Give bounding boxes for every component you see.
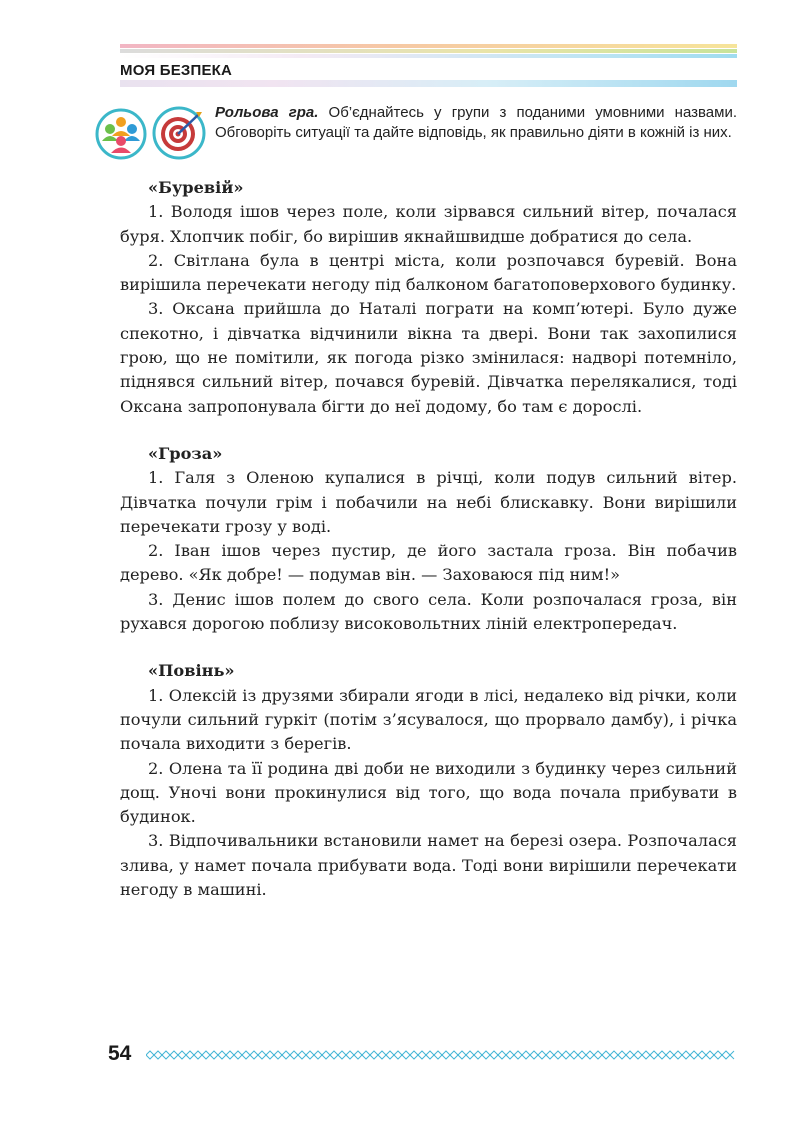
group-work-icon — [95, 108, 147, 160]
page-number: 54 — [108, 1042, 132, 1065]
section-title: МОЯ БЕЗПЕКА — [120, 62, 233, 79]
task-text: Об’єднайтесь у групи з поданими умовними назвами. Обговоріть ситуації та дайте відповідь, як правильно діяти в кожній із них. — [215, 104, 738, 141]
footer-zigzag-divider — [146, 1049, 737, 1061]
scenario-flood — [120, 659, 737, 902]
scenario-item: 2. Світлана була в центрі міста, коли розпочався буревій. Вона вирішила перечекати негоду під балконом багатоповерхового будинку. — [120, 250, 737, 295]
scenario-item: 1. Галя з Оленою купалися в річці, коли подув сильний вітер. Дівчатка почули грім і побачили на небі блискавку. Вони вирішили перечекати грозу у воді. — [120, 468, 737, 536]
scenario-title: «Буревій» — [148, 178, 244, 197]
scenario-storm — [120, 176, 737, 419]
header-decorative-stripes — [120, 44, 737, 58]
scenario-title: «Повінь» — [148, 661, 235, 681]
scenario-item: 1. Володя ішов через поле, коли зірвався сильний вітер, почалася буря. Хлопчик побіг, бо вирішив якнайшвидше добратися до села. — [120, 202, 737, 246]
target-icon — [152, 106, 206, 160]
scenario-item: 3. Оксана прийшла до Наталі пограти на комп’ютері. Було дуже спекотно, і дівчатка відчинили вікна та двері. Вони так захопилися грою, що не помітили, як погода різко змінилася: надворі потемніло, піднявся сильний вітер, почався буревій. Дівчатка перелякалися, тоді Оксана запропонувала бігти до неї додому, бо там є дорослі. — [120, 299, 737, 416]
scenario-title: «Гроза» — [148, 443, 223, 463]
scenario-item: 2. Олена та її родина дві доби не виходили з будинку через сильний дощ. Уночі вони прокинулися від того, що вода почала прибувати в будинок. — [120, 758, 737, 827]
scenario-item: 2. Іван ішов через пустир, де його застала гроза. Він побачив дерево. «Як добре! — подумав він. — Заховаюся під ним!» — [120, 541, 737, 585]
scenario-item: 3. Денис ішов полем до свого села. Коли розпочалася гроза, він рухався дорогою поблизу високовольтних ліній електропередач. — [120, 589, 737, 634]
scenario-item: 1. Олексій із друзями збирали ягоди в лісі, недалеко від річки, коли почули сильний гуркіт (потім з’ясувалося, що прорвало дамбу), і річка почала виходити з берегів. — [120, 685, 737, 754]
scenario-thunderstorm — [120, 442, 737, 636]
section-title-bar — [120, 80, 737, 87]
task-instruction — [215, 103, 737, 143]
scenario-item: 3. Відпочивальники встановили намет на березі озера. Розпочалася злива, у намет почала прибувати вода. Тоді вони вирішили перечекати негоду в машині. — [120, 831, 737, 900]
scenarios-content — [120, 176, 737, 925]
task-lead: Рольова гра. — [215, 104, 319, 121]
